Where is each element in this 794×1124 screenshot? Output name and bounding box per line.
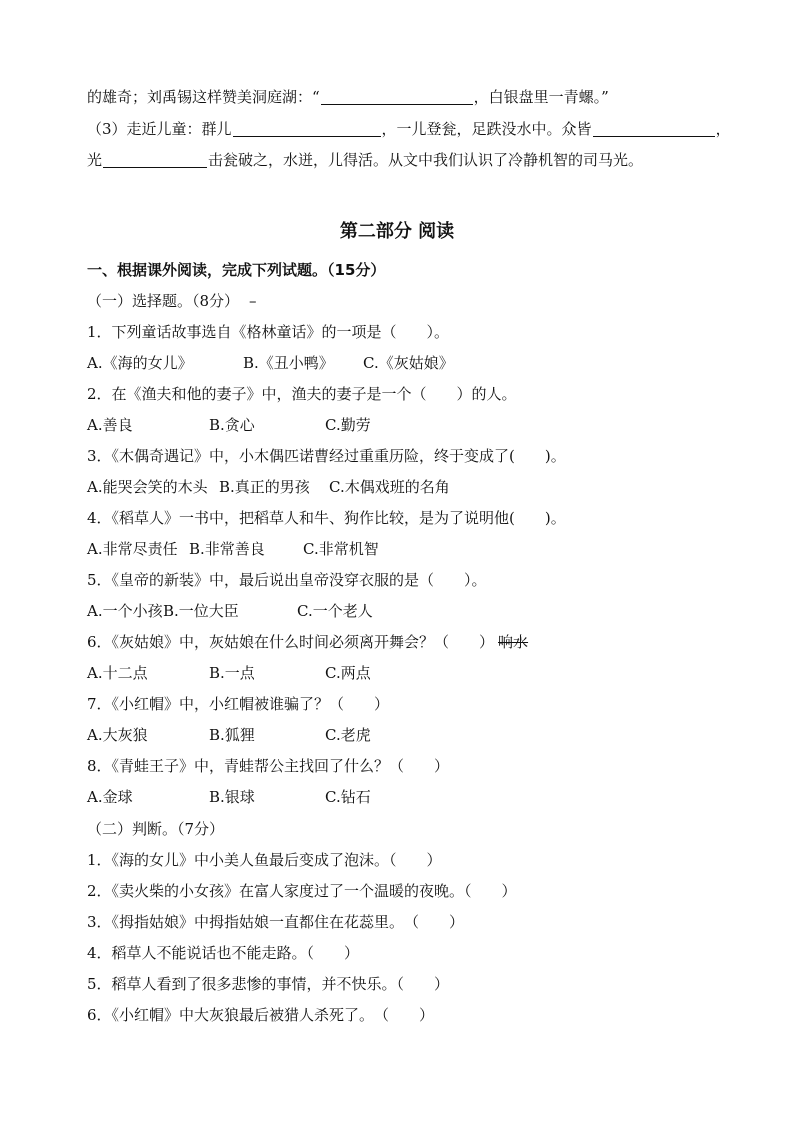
subsection-judgment: （二）判断。（7分） bbox=[87, 820, 225, 838]
option-b[interactable]: B.银球 bbox=[209, 788, 255, 806]
question-options bbox=[87, 539, 734, 559]
option-a[interactable]: A.能哭会笑的木头 bbox=[87, 478, 208, 496]
option-c[interactable]: C.老虎 bbox=[325, 726, 371, 744]
option-c[interactable]: C.勤劳 bbox=[325, 416, 371, 434]
option-c[interactable]: C.《灰姑娘》 bbox=[363, 354, 454, 372]
stray-mark: – bbox=[249, 292, 257, 310]
struck-text: 响水 bbox=[498, 633, 529, 651]
poem-line-2 bbox=[87, 119, 734, 139]
poem-text: 光 bbox=[87, 151, 103, 169]
question-text bbox=[87, 756, 734, 776]
poem-text: ， bbox=[715, 120, 731, 138]
question-options bbox=[87, 415, 734, 435]
option-c[interactable]: C.两点 bbox=[325, 664, 371, 682]
answer-blank[interactable] bbox=[593, 121, 715, 137]
answer-blank[interactable] bbox=[233, 121, 381, 137]
question-stem: 8．《青蛙王子》中，青蛙帮公主找回了什么？（ ） bbox=[87, 757, 450, 775]
option-c[interactable]: C.非常机智 bbox=[303, 540, 379, 558]
judgment-item[interactable]: 5．稻草人看到了很多悲惨的事情，并不快乐。（ ） bbox=[87, 975, 450, 993]
answer-blank[interactable] bbox=[321, 89, 473, 105]
option-a[interactable]: A.一个小孩 bbox=[87, 602, 163, 620]
question-options bbox=[87, 663, 734, 683]
option-a[interactable]: A.《海的女儿》 bbox=[87, 354, 193, 372]
question-stem: 7．《小红帽》中，小红帽被谁骗了？（ ） bbox=[87, 695, 390, 713]
question-options bbox=[87, 477, 734, 497]
judgment-item[interactable]: 3．《拇指姑娘》中拇指姑娘一直都住在花蕊里。 （ ） bbox=[87, 913, 465, 931]
judgment-item[interactable]: 6．《小红帽》中大灰狼最后被猎人杀死了。 （ ） bbox=[87, 1006, 435, 1024]
question-text bbox=[87, 570, 734, 590]
question-stem: 5．《皇帝的新装》中，最后说出皇帝没穿衣服的是（ ）。 bbox=[87, 571, 487, 589]
question-options bbox=[87, 787, 734, 807]
poem-text: 的雄奇；刘禹锡这样赞美洞庭湖：“ bbox=[87, 88, 320, 106]
question-stem: 1．下列童话故事选自《格林童话》的一项是（ ）。 bbox=[87, 323, 450, 341]
poem-line-1 bbox=[87, 87, 734, 107]
question-text bbox=[87, 384, 734, 404]
section-heading: 一、根据课外阅读，完成下列试题。（15分） bbox=[87, 261, 386, 279]
question-text bbox=[87, 694, 734, 714]
option-a[interactable]: A.非常尽责任 bbox=[87, 540, 178, 558]
option-b[interactable]: B.一位大臣 bbox=[163, 602, 239, 620]
question-stem: 3．《木偶奇遇记》中，小木偶匹诺曹经过重重历险，终于变成了( )。 bbox=[87, 447, 566, 465]
question-text bbox=[87, 322, 734, 342]
question-text bbox=[87, 446, 734, 466]
option-c[interactable]: C.一个老人 bbox=[297, 602, 373, 620]
question-stem: 2．在《渔夫和他的妻子》中，渔夫的妻子是一个（ ）的人。 bbox=[87, 385, 517, 403]
subsection-label: （一）选择题。（8分） bbox=[87, 292, 240, 310]
question-options bbox=[87, 601, 734, 621]
option-a[interactable]: A.善良 bbox=[87, 416, 133, 434]
option-b[interactable]: B.《丑小鸭》 bbox=[243, 354, 334, 372]
question-text bbox=[87, 632, 734, 652]
judgment-item[interactable]: 4．稻草人不能说话也不能走路。（ ） bbox=[87, 944, 360, 962]
question-text bbox=[87, 508, 734, 528]
question-options bbox=[87, 725, 734, 745]
question-stem: 4．《稻草人》一书中，把稻草人和牛、狗作比较，是为了说明他( )。 bbox=[87, 509, 566, 527]
option-c[interactable]: C.木偶戏班的名角 bbox=[329, 478, 450, 496]
option-b[interactable]: B.真正的男孩 bbox=[219, 478, 310, 496]
judgment-item[interactable]: 2．《卖火柴的小女孩》在富人家度过了一个温暖的夜晚。（ ） bbox=[87, 882, 517, 900]
option-b[interactable]: B.狐狸 bbox=[209, 726, 255, 744]
option-c[interactable]: C.钻石 bbox=[325, 788, 371, 806]
poem-text: 击瓮破之，水迸，儿得活。从文中我们认识了冷静机智的司马光。 bbox=[208, 151, 644, 169]
option-b[interactable]: B.贪心 bbox=[209, 416, 255, 434]
option-b[interactable]: B.一点 bbox=[209, 664, 255, 682]
question-options bbox=[87, 353, 734, 373]
poem-text: （3）走近儿童：群儿 bbox=[87, 120, 232, 138]
judgment-item[interactable]: 1．《海的女儿》中小美人鱼最后变成了泡沫。（ ） bbox=[87, 851, 442, 869]
subsection-choice bbox=[87, 291, 734, 311]
poem-text: ，白银盘里一青螺。” bbox=[473, 88, 609, 106]
poem-line-3 bbox=[87, 150, 734, 170]
option-a[interactable]: A.大灰狼 bbox=[87, 726, 148, 744]
poem-text: ，一儿登瓮，足跌没水中。众皆 bbox=[381, 120, 592, 138]
option-a[interactable]: A.十二点 bbox=[87, 664, 148, 682]
answer-blank[interactable] bbox=[103, 152, 207, 168]
question-stem: 6．《灰姑娘》中，灰姑娘在什么时间必须离开舞会？（ ） bbox=[87, 633, 495, 651]
option-a[interactable]: A.金球 bbox=[87, 788, 133, 806]
option-b[interactable]: B.非常善良 bbox=[189, 540, 265, 558]
part-title: 第二部分 阅读 bbox=[339, 221, 455, 242]
